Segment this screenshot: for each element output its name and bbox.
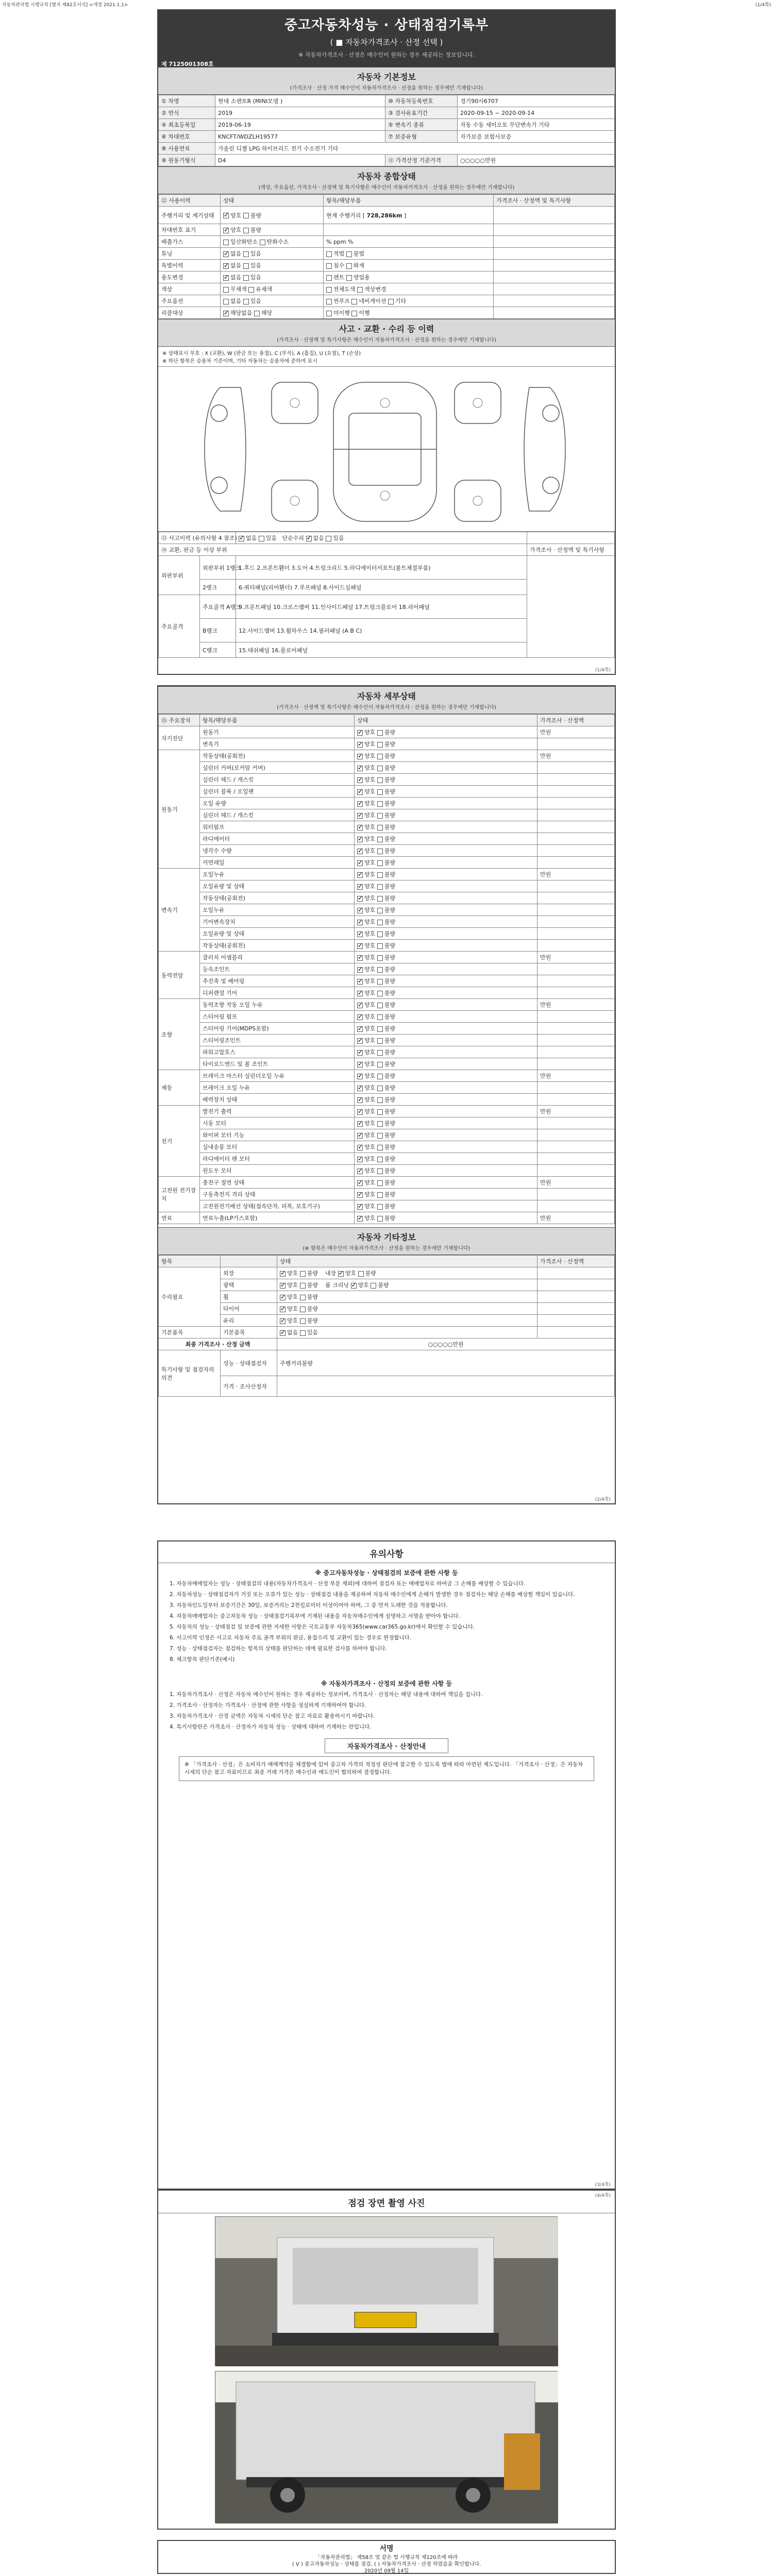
detail-row: 실린더 블록 / 오일팬 ✓ 양호 불량 — [159, 786, 615, 798]
detail-row: 스티어링조인트 ✓ 양호 불량 — [159, 1035, 615, 1046]
notice-item: 1. 자동차매매업자는 성능 · 상태점검의 내용(자동차가격조사 · 산정 부분 제외)에 대하여 점검자 또는 매매업자로 하여금 그 손해를 배상할 수 있습니다. — [170, 1581, 526, 1587]
detail-row: 변속기 오일누유 ✓ 양호 불량 만원 — [159, 869, 615, 880]
detail-row: 자기진단 원동기 ✓ 양호 불량 만원 — [159, 726, 615, 738]
photo-heading: 점검 장면 촬영 사진 — [158, 2191, 615, 2213]
detail-status-table: ⑮ 주요장치 항목/해당부품 상태 가격조사 · 산정액 자기진단 원동기 ✓ 양호 불량 만원 변속기 ✓ 양호 불량 원동기 작동상태(공회전) ✓ 양호 불량 만원 실린더 커버(로커암 커버) ✓ 양호 불량 실린더 헤드 / 개스킷 ✓ 양호 불량 실린더 블록 / 오일팬 ✓ 양호 불량 오일 유량 ✓ 양호 불량 실린더 헤드 / 개스킷 ✓ 양호 불량 워터펌프 ✓ 양호 불량 라디에이터 ✓ 양호 불량 냉각수 수량 ✓ 양호 불량 커먼레일 ✓ 양호 불량 변속기 오일누유 ✓ 양호 불량 만원 오일유량 및 상태 ✓ 양호 불량 작동상태(공회전) ✓ 양호 불량 오일누유 ✓ 양호 불량 기어변속장치 ✓ 양호 불량 오일유량 및 상태 ✓ 양호 불량 작동상태(공회전) ✓ 양호 불량 동력전달 클러치 어셈블리 ✓ 양호 불량 만원 등속조인트 ✓ 양호 불량 추진축 및 베어링 ✓ 양호 불량 디퍼렌셜 기어 ✓ 양호 불량 조향 동력조향 작동 오일 누유 ✓ 양호 불량 만원 스티어링 펌프 ✓ 양호 불량 스티어링 기어(MDPS포함) ✓ 양호 불량 스티어링조인트 ✓ 양호 불량 파워고압호스 ✓ 양호 불량 타이로드엔드 및 볼 조인트 ✓ 양호 불량 제동 브레이크 마스터 실린더오일 누유 ✓ 양호 불량 만원 브레이크 오일 누유 ✓ 양호 불량 배력장치 상태 ✓ 양호 불량 전기 발전기 출력 ✓ 양호 불량 만원 시동 모터 ✓ 양호 불량 와이퍼 모터 기능 ✓ 양호 불량 실내송풍 모터 ✓ 양호 불량 라디에이터 팬 모터 ✓ 양호 불량 윈도우 모터 ✓ 양호 불량 고전원 전기장치 충전구 절연 상태 ✓ 양호 불량 만원 구동축전지 격리 상태 ✓ 양호 불량 고전원전기배선 상태(접속단자, 피복, 보호기구) ✓ 양호 불량 연료 연료누출(LP가스포함) ✓ 양호 불량 만원 — [158, 714, 615, 1224]
signature-line-2: ( V ) 중고자동차성능 · 상태를 점검, ( ) 자동차가격조사 · 산정 하였음을 확인합니다. — [292, 2562, 481, 2567]
basic-info-heading: 자동차 기본정보 (가격조사 · 산정 가격 매수인이 자동차가격조사 · 산정을 원하는 경우에만 기재합니다) — [158, 67, 615, 95]
page-1 — [157, 9, 616, 675]
detail-row: 디퍼렌셜 기어 ✓ 양호 불량 — [159, 987, 615, 999]
notice-subheading-1: ※ 중고자동차성능 · 상태점검의 보증에 관한 사항 등 — [315, 1569, 458, 1577]
truck-rear-photo — [215, 2217, 558, 2366]
inspection-photo-side — [215, 2371, 558, 2523]
detail-row: 조향 동력조향 작동 오일 누유 ✓ 양호 불량 만원 — [159, 999, 615, 1011]
notice-item: 2. 가격조사 · 산정자는 가격조사 · 산정에 관한 사항을 성실하게 기재하여야 합니다. — [170, 1702, 366, 1708]
detail-row: 라디에이터 ✓ 양호 불량 — [159, 833, 615, 845]
price-guide-text: ※ 「가격조사 · 산정」은 소비자가 매매계약을 체결함에 있어 중고차 가격의 적정성 판단에 참고할 수 있도록 법에 따라 마련된 제도입니다. 「가격조사 · 산정」은 자동차 시세의 단순 참고 자료이므로 최종 거래 가격은 매수인과 매도인이 협의하여 결정합니다. — [179, 1756, 594, 1781]
detail-row: 와이퍼 모터 기능 ✓ 양호 불량 — [159, 1129, 615, 1141]
detail-row: 오일누유 ✓ 양호 불량 — [159, 904, 615, 916]
page-4 — [157, 2190, 616, 2530]
detail-row: 오일 유량 ✓ 양호 불량 — [159, 798, 615, 809]
detail-row: 실내송풍 모터 ✓ 양호 불량 — [159, 1141, 615, 1153]
other-info-table: 항목 상태 가격조사 · 산정액 수리필요 외장 ✓ 양호 불량 내장 ✓ 양호 불량 광택 ✓ 양호 불량 룸 크리닝 ✓ 양호 불량 휠 ✓ 양호 불량 타이어 ✓ 양호 불량 유리 ✓ 양호 불량 기본품목 기본품목 ✓ 없음 있음 최종 가격조사 · 산정 금액 ○○○○○만원 특기사항 및 점검자의 의견 성능 · 상태점검자 주행거리불량 가격 · 조사산정자 — [158, 1255, 615, 1397]
basic-info-table: ① 차명 현대 소렌토R (MINI모델 ) ⑩ 자동차등록번호 경기90사6707 ② 연식 2019 ③ 검사유효기간 2020-09-15 ~ 2020-09-14 ④ 최초등록일 2019-06-19 ⑤ 변속기 종류 자동 수동 세미오토 무단변속기 기타 ⑥ 차대번호 KNCFT/WDZLH19577 ⑦ 보증유형 자가보증 보험사보증 ⑧ 사용연료 가솔린 디젤 LPG 하이브리드 전기 수소전기 기타 ⑨ 원동기형식 D4 ⑪ 가격산정 기준가격 ○○○○○만원 — [158, 95, 615, 166]
signature-section — [157, 2540, 616, 2574]
mileage-value: 728,286km — [366, 212, 402, 219]
detail-row: 작동상태(공회전) ✓ 양호 불량 — [159, 892, 615, 904]
car-outline-diagram — [158, 367, 615, 532]
detail-row: 고전원전기배선 상태(접속단자, 피복, 보호기구) ✓ 양호 불량 — [159, 1200, 615, 1212]
document-title: 중고자동차성능 · 상태점검기록부 — [284, 18, 489, 33]
notice-subheading-2: ※ 자동차가격조사 · 산정의 보증에 관한 사항 등 — [321, 1680, 452, 1687]
inspection-photo-rear — [215, 2216, 558, 2366]
document-header — [2, 1, 771, 7]
page-number: (2/4쪽) — [595, 1497, 611, 1502]
detail-row: 브레이크 오일 누유 ✓ 양호 불량 — [159, 1082, 615, 1094]
general-status-table: ⑫ 사용이력 상태 항목/해당부품 가격조사 · 산정액 및 특기사항 주행거리 및 계기상태 ✓ 양호 불량 현재 주행거리 [ 728,286km ] 차대번호 표기 ✓ 양호 불량 배출가스 일산화탄소 탄화수소 % ppm % 튜닝 ✓ 없음 있음 적법 불법 특별이력 ✓ 없음 있음 침수 화재 용도변경 ✓ 없음 있음 렌트 영업용 색상 무채색 유채색 전체도색 색상변경 주요옵션 없음 있음 썬루프 네비게이션 기타 리콜대상 ✓ 해당없음 해당 미이행 이행 — [158, 194, 615, 319]
document-subtitle: ( ■ 자동차가격조사 · 산정 선택 ) — [330, 38, 443, 47]
page-number: (1/4쪽) — [595, 668, 611, 673]
detail-row: 연료 연료누출(LP가스포함) ✓ 양호 불량 만원 — [159, 1212, 615, 1224]
accident-legend: ※ 상태표시 부호 : X (교환), W (판금 또는 용접), C (부식), A (흠집), U (요철), T (손상) ※ 하단 항목은 승용차 기준이며, 기타 자동차는 승용차에 준하여 표시 — [158, 347, 615, 367]
detail-row: 등속조인트 ✓ 양호 불량 — [159, 963, 615, 975]
notice-item: 7. 성능 · 상태점검자는 점검하는 항목의 상태를 판단하는 데에 필요한 검사를 하여야 합니다. — [170, 1646, 387, 1652]
notice-item: 4. 특기사항란은 가격조사 · 산정자가 자동차 성능 · 상태에 대하여 기재하는 란입니다. — [170, 1724, 372, 1730]
detail-row: 추진축 및 베어링 ✓ 양호 불량 — [159, 975, 615, 987]
form-reference: 자동차관리법 시행규칙 [별지 제82호서식] <개정 2021.1.1> — [2, 3, 128, 8]
notice-item: 1. 자동차가격조사 · 산정은 자동차 매수인이 원하는 경우 제공하는 정보이며, 가격조사 · 산정자는 해당 내용에 대하여 책임을 집니다. — [170, 1691, 483, 1698]
car-damage-diagram — [158, 367, 615, 532]
detail-row: 기어변속장치 ✓ 양호 불량 — [159, 916, 615, 928]
detail-row: 오일유량 및 상태 ✓ 양호 불량 — [159, 928, 615, 940]
price-guide-title: 자동차가격조사 · 산정안내 — [325, 1738, 448, 1753]
detail-row: 원동기 작동상태(공회전) ✓ 양호 불량 만원 — [159, 750, 615, 762]
general-status-heading: 자동차 종합상태 (색상, 주요옵션, 가격조사 · 산정액 및 특기사항은 매수인이 자동차가격조사 · 산정을 원하는 경우에만 기재합니다) — [158, 166, 615, 194]
other-info-heading: 자동차 기타정보 (※ 항목은 매수인이 자동차가격조사 · 산정을 원하는 경우에만 기재합니다) — [158, 1227, 615, 1255]
notice-item: 5. 자동차의 성능 · 상태점검 및 보증에 관한 자세한 사항은 국토교통부 자동차365(www.car365.go.kr)에서 확인할 수 있습니다. — [170, 1624, 475, 1630]
detail-row: 고전원 전기장치 충전구 절연 상태 ✓ 양호 불량 만원 — [159, 1177, 615, 1189]
inspector-opinion: 주행거리불량 — [277, 1350, 615, 1376]
detail-row: 실린더 헤드 / 개스킷 ✓ 양호 불량 — [159, 809, 615, 821]
notice-item: 6. 사고이력 인정은 사고로 자동차 주요 골격 부위의 판금, 용접수리 및 교환이 있는 경우로 한정합니다. — [170, 1635, 412, 1641]
title-bar — [158, 10, 615, 67]
notice-heading: 유의사항 — [158, 1541, 615, 1563]
accident-heading: 사고 · 교환 · 수리 등 이력 (가격조사 · 산정액 및 특기사항은 매수인이 자동차가격조사 · 산정을 원하는 경우에만 기재합니다) — [158, 319, 615, 347]
detail-row: 윈도우 모터 ✓ 양호 불량 — [159, 1165, 615, 1177]
notice-list-1 — [158, 1580, 615, 1664]
notice-list-2 — [158, 1691, 615, 1731]
summary-value: ○○○○○만원 — [277, 1338, 615, 1350]
page-3 — [157, 1540, 616, 2190]
detail-row: 오일유량 및 상태 ✓ 양호 불량 — [159, 880, 615, 892]
page-number: (4/4쪽) — [595, 2193, 611, 2198]
detail-row: 전기 발전기 출력 ✓ 양호 불량 만원 — [159, 1106, 615, 1117]
detail-row: 제동 브레이크 마스터 실린더오일 누유 ✓ 양호 불량 만원 — [159, 1070, 615, 1082]
detail-row: 배력장치 상태 ✓ 양호 불량 — [159, 1094, 615, 1106]
detail-row: 냉각수 수량 ✓ 양호 불량 — [159, 845, 615, 857]
signature-line-1: 「자동차관리법」 제58조 및 같은 법 시행규칙 제120조에 따라 — [315, 2555, 458, 2561]
detail-row: 구동축전지 격리 상태 ✓ 양호 불량 — [159, 1189, 615, 1200]
detail-row: 실린더 헤드 / 개스킷 ✓ 양호 불량 — [159, 774, 615, 786]
notice-item: 3. 자동차인도일부터 보증기간은 30일, 보증거리는 2천킬로미터 이상이어야 하며, 그 중 먼저 도래한 것을 적용합니다. — [170, 1602, 448, 1608]
page-indicator: (1/4쪽) — [755, 3, 771, 8]
page-2 — [157, 685, 616, 1504]
notice-item: 4. 자동차매매업자는 중고자동차 성능 · 상태점검기록부에 기재된 내용을 자동차매수인에게 설명하고 서명을 받아야 합니다. — [170, 1613, 460, 1619]
detail-row: 스티어링 기어(MDPS포함) ✓ 양호 불량 — [159, 1023, 615, 1035]
document-note: ※ 자동차가격조사 · 산정은 매수인이 원하는 경우 제공하는 정보입니다. — [298, 52, 475, 58]
detail-row: 변속기 ✓ 양호 불량 — [159, 738, 615, 750]
signature-heading: 서명 — [379, 2545, 394, 2553]
truck-side-photo — [215, 2371, 558, 2523]
detail-heading: 자동차 세부상태 (가격조사 · 산정액 및 특기사항은 매수인이 자동차가격조사 · 산정을 원하는 경우에만 기재합니다) — [158, 686, 615, 714]
detail-row: 워터펌프 ✓ 양호 불량 — [159, 821, 615, 833]
detail-row: 시동 모터 ✓ 양호 불량 — [159, 1117, 615, 1129]
detail-row: 실린더 커버(로커암 커버) ✓ 양호 불량 — [159, 762, 615, 774]
detail-row: 동력전달 클러치 어셈블리 ✓ 양호 불량 만원 — [159, 952, 615, 963]
detail-row: 커먼레일 ✓ 양호 불량 — [159, 857, 615, 869]
detail-row: 타이로드엔드 및 볼 조인트 ✓ 양호 불량 — [159, 1058, 615, 1070]
notice-item: 3. 자동차가격조사 · 산정 금액은 자동차 시세의 단순 참고 자료로 활용하시기 바랍니다. — [170, 1713, 375, 1719]
detail-row: 스티어링 펌프 ✓ 양호 불량 — [159, 1011, 615, 1023]
notice-item: 8. 체크항목 판단기준(예시) — [170, 1656, 235, 1663]
detail-row: 작동상태(공회전) ✓ 양호 불량 — [159, 940, 615, 952]
document-number: 제 7125001308호 — [161, 61, 214, 67]
signature-date: 2020년 09월 14일 — [364, 2568, 409, 2574]
page-number: (3/4쪽) — [595, 2182, 611, 2188]
detail-row: 파워고압호스 ✓ 양호 불량 — [159, 1046, 615, 1058]
detail-row: 라디에이터 팬 모터 ✓ 양호 불량 — [159, 1153, 615, 1165]
notice-item: 2. 자동차성능 · 상태점검자가 거짓 또는 오류가 있는 성능 · 상태점검 내용을 제공하여 자동차 매수인에게 손해가 발생한 경우 점검자는 해당 손해를 배상할 책임이 있습니다. — [170, 1591, 575, 1598]
accident-table: ⑬ 사고이력 (유의사항 4 참조) ✓ 없음 있음 단순수리 ✓ 없음 있음 ⑭ 교환, 판금 등 이상 부위 가격조사 · 산정액 및 특기사항 외판부위 외판부위 1랭크 1.후드 2.프론트휀더 3.도어 4.트렁크리드 5.라디에이터서포트(볼트체결부품) 2랭크 6.쿼터패널(리어휀더) 7.루프패널 8.사이드실패널 주요골격 주요골격 A랭크 9.프론트패널 10.크로스멤버 11.인사이드패널 17.트렁크플로어 18.리어패널 B랭크 12.사이드멤버 13.휠하우스 14.필러패널 (A B C) C랭크 15.대쉬패널 16.플로어패널 — [158, 532, 615, 658]
summary-label: 최종 가격조사 · 산정 금액 — [159, 1338, 277, 1350]
